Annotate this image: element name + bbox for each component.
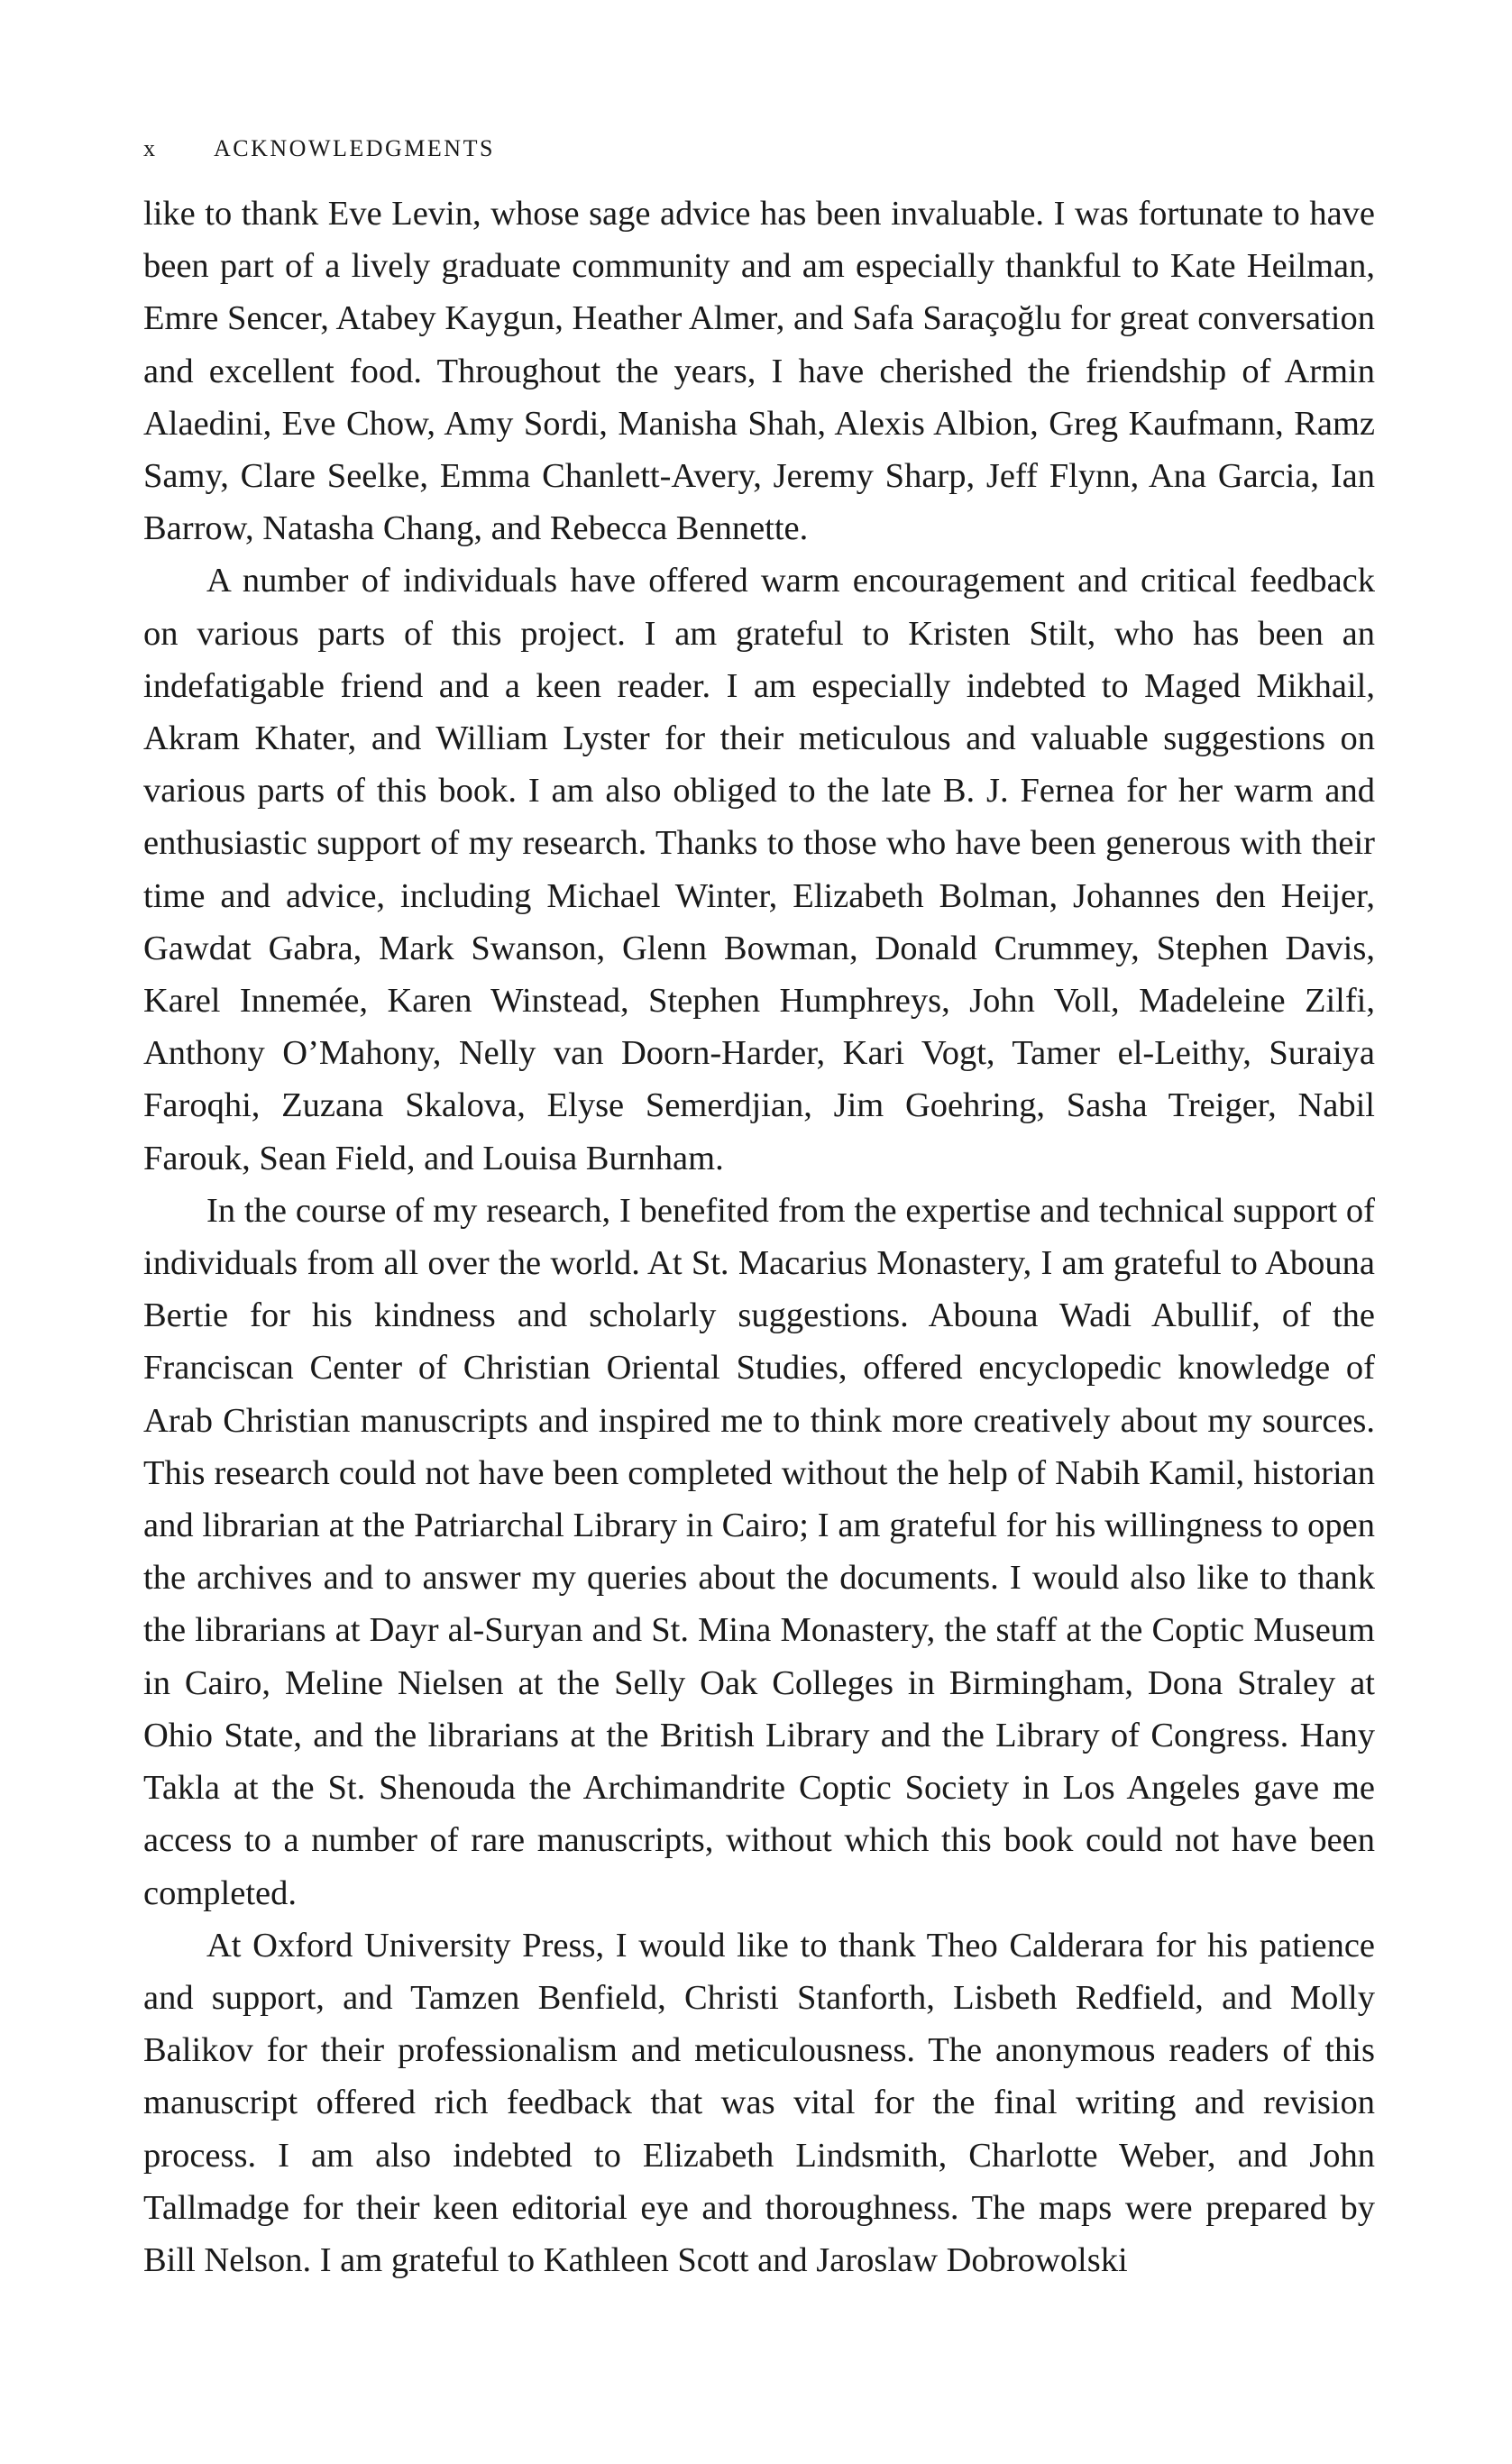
running-head <box>143 135 1375 162</box>
book-page <box>143 135 1375 2286</box>
page-number: x <box>143 135 158 161</box>
paragraph: At Oxford University Press, I would like to thank Theo Calderara for his patience and support, and Tamzen Benfield, Christi Stanforth, Lisbeth Redfield, and Molly Balikov for their professionalism and meticulousness. The anonymous readers of this manuscript offered rich feedback that was vital for the final writing and revision process. I am also indebted to Elizabeth Lindsmith, Charlotte Weber, and John Tallmadge for their keen editorial eye and thoroughness. The maps were prepared by Bill Nelson. I am grateful to Kathleen Scott and Jaroslaw Dobrowolski <box>143 1926 1375 2279</box>
paragraph: like to thank Eve Levin, whose sage advice has been invaluable. I was fortunate to have been part of a lively graduate community and am especially thankful to Kate Heilman, Emre Sencer, Atabey Kaygun, Heather Almer, and Safa Saraçoğlu for great conversation and excellent food. Throughout the years, I have cherished the friendship of Armin Alaedini, Eve Chow, Amy Sordi, Manisha Shah, Alexis Albion, Greg Kaufmann, Ramz Samy, Clare Seelke, Emma Chanlett-Avery, Jeremy Sharp, Jeff Flynn, Ana Garcia, Ian Barrow, Natasha Chang, and Rebecca Bennette. <box>143 195 1375 548</box>
paragraph: In the course of my research, I benefited from the expertise and technical support of individuals from all over the world. At St. Macarius Monastery, I am grateful to Abouna Bertie for his kindness and scholarly suggestions. Abouna Wadi Abullif, of the Franciscan Center of Christian Oriental Studies, offered encyclopedic knowledge of Arab Christian manuscripts and inspired me to think more creatively about my sources. This research could not have been completed without the help of Nabih Kamil, historian and librarian at the Patriarchal Library in Cairo; I am grateful for his willingness to open the archives and to answer my queries about the documents. I would also like to thank the librarians at Dayr al-Suryan and St. Mina Monastery, the staff at the Coptic Museum in Cairo, Meline Nielsen at the Selly Oak Colleges in Birmingham, Dona Straley at Ohio State, and the librarians at the British Library and the Library of Congress. Hany Takla at the St. Shenouda the Archimandrite Coptic Society in Los Angeles gave me access to a number of rare manuscripts, without which this book could not have been completed. <box>143 1191 1375 1912</box>
chapter-title: ACKNOWLEDGMENTS <box>214 135 495 161</box>
paragraph: A number of individuals have offered warm encouragement and critical feedback on various parts of this project. I am grateful to Kristen Stilt, who has been an indefatigable friend and a keen reader. I am especially indebted to Maged Mikhail, Akram Khater, and William Lyster for their meticulous and valuable suggestions on various parts of this book. I am also obliged to the late B. J. Fernea for her warm and enthusiastic support of my research. Thanks to those who have been generous with their time and advice, including Michael Winter, Elizabeth Bolman, Johannes den Heijer, Gawdat Gabra, Mark Swanson, Glenn Bowman, Donald Crummey, Stephen Davis, Karel Innemée, Karen Winstead, Stephen Humphreys, John Voll, Madeleine Zilfi, Anthony O’Mahony, Nelly van Doorn-Harder, Kari Vogt, Tamer el-Leithy, Suraiya Faroqhi, Zuzana Skalova, Elyse Semerdjian, Jim Goehring, Sasha Treiger, Nabil Farouk, Sean Field, and Louisa Burnham. <box>143 562 1375 1177</box>
